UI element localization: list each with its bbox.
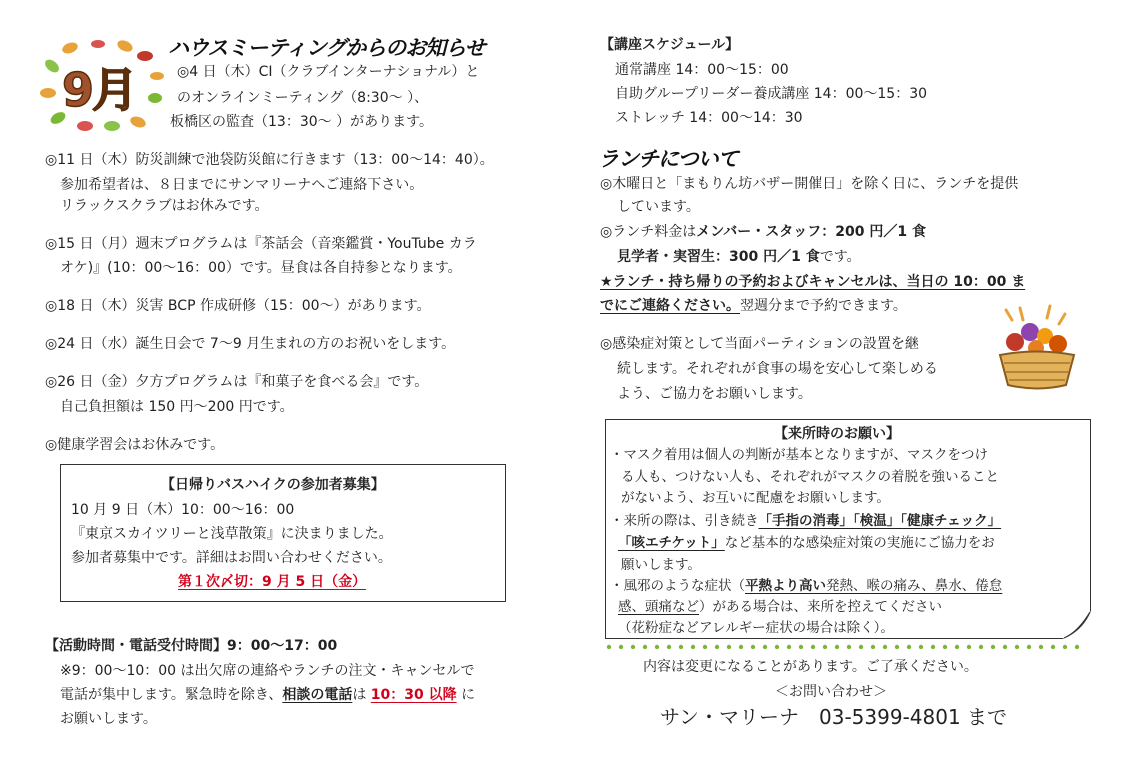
visit-symptom-line-3: （花粉症などアレルギー症状の場合は除く）。 xyxy=(618,620,894,636)
notice-26-line-1: ◎26 日（金）夕方プログラムは『和菓子を食べる会』です。 xyxy=(45,374,429,390)
page-curl-icon xyxy=(1062,610,1092,640)
visit-mask-line-1: ・マスク着用は個人の判断が基本となりますが、マスクをつけ xyxy=(610,447,988,463)
notice-26-line-2: 自己負担額は 150 円〜200 円です。 xyxy=(60,399,294,415)
lunch-partition-line-2: 続します。それぞれが食事の場を安心して楽しめる xyxy=(617,361,938,377)
hours-heading: 【活動時間・電話受付時間】9：00〜17：00 xyxy=(45,638,338,654)
lunch-p1-line-1: ◎木曜日と「まもりん坊バザー開催日」を除く日に、ランチを提供 xyxy=(600,176,1019,192)
visit-symptom-line-2: 感、頭痛など）がある場合は、来所を控えてください xyxy=(618,599,942,615)
notice-18: ◎18 日（木）災害 BCP 作成研修（15：00〜）があります。 xyxy=(45,298,431,314)
intro-line-2: のオンラインミーティング（8:30〜 ）、 xyxy=(177,90,429,106)
footer-note: 内容は変更になることがあります。ご了承ください。 xyxy=(643,659,978,675)
lunch-reservation-line-2: でにご連絡ください。翌週分まで予約できます。 xyxy=(600,298,907,314)
intro-line-1: ◎4 日（木）CI（クラブインターナショナル）と xyxy=(177,64,480,80)
visit-request-box xyxy=(605,419,1091,639)
lunch-p1-line-2: しています。 xyxy=(617,199,700,215)
footer-contact: サン・マリーナ 03-5399-4801 まで xyxy=(660,705,1008,729)
visit-hygiene-line-3: 願いします。 xyxy=(621,557,701,573)
notice-24: ◎24 日（水）誕生日会で 7〜9 月生まれの方のお祝いをします。 xyxy=(45,336,456,352)
visit-request-heading: 【来所時のお願い】 xyxy=(774,426,900,442)
house-meeting-title: ハウスミーティングからのお知らせ xyxy=(168,36,485,60)
lunch-title: ランチについて xyxy=(598,147,738,171)
month-badge xyxy=(40,38,165,133)
bus-hike-box xyxy=(60,464,506,602)
lunch-partition-line-3: よう、ご協力をお願いします。 xyxy=(617,386,812,402)
visit-mask-line-3: がないよう、お互いに配慮をお願いします。 xyxy=(621,490,890,506)
schedule-row-3: ストレッチ 14：00〜14：30 xyxy=(615,110,803,126)
lunch-partition-line-1: ◎感染症対策として当面パーティションの設置を継 xyxy=(600,336,919,352)
bus-hike-date: 10 月 9 日（木）10：00〜16：00 xyxy=(71,502,295,518)
notice-11-line-1: ◎11 日（木）防災訓練で池袋防災館に行きます（13：00〜14：40）。 xyxy=(45,152,494,168)
dotted-divider xyxy=(605,643,1085,651)
notice-11-line-3: リラックスクラブはお休みです。 xyxy=(60,198,269,214)
schedule-row-1: 通常講座 14：00〜15：00 xyxy=(615,62,789,78)
hours-line-3: お願いします。 xyxy=(60,711,157,727)
bus-hike-destination: 『東京スカイツリーと浅草散策』に決まりました。 xyxy=(71,526,393,542)
lunch-price-line-1: ◎ランチ料金はメンバー・スタッフ：200 円／1 食 xyxy=(600,224,926,240)
bus-hike-recruiting: 参加者募集中です。詳細はお問い合わせください。 xyxy=(71,550,392,566)
notice-health: ◎健康学習会はお休みです。 xyxy=(45,437,225,453)
lunch-reservation-line-1: ★ランチ・持ち帰りの予約およびキャンセルは、当日の 10：00 ま xyxy=(600,274,1026,290)
notice-15-line-2: オケ)』(10：00〜16：00）です。昼食は各自持参となります。 xyxy=(60,260,462,276)
hours-line-2: 電話が集中します。緊急時を除き、相談の電話は 10：30 以降 に xyxy=(60,687,476,703)
visit-hygiene-line-1: ・来所の際は、引き続き「手指の消毒」「検温」「健康チェック」 xyxy=(610,513,1002,529)
footer-contact-label: ＜お問い合わせ＞ xyxy=(775,684,887,700)
month-label: 9月 xyxy=(62,63,137,117)
lunch-price-line-2: 見学者・実習生：300 円／1 食です。 xyxy=(617,249,861,265)
visit-hygiene-line-2: 「咳エチケット」など基本的な感染症対策の実施にご協力をお xyxy=(618,535,995,551)
visit-mask-line-2: る人も、つけない人も、それぞれがマスクの着脱を強いること xyxy=(621,469,999,485)
visit-symptom-line-1: ・風邪のような症状（平熱より高い発熱、喉の痛み、鼻水、倦怠 xyxy=(610,578,1003,594)
hours-line-1: ※9：00〜10：00 は出欠席の連絡やランチの注文・キャンセルで xyxy=(60,663,475,679)
schedule-heading: 【講座スケジュール】 xyxy=(600,37,740,53)
bus-hike-heading: 【日帰りバスハイクの参加者募集】 xyxy=(161,477,385,493)
fruit-basket-icon xyxy=(990,300,1085,395)
notice-15-line-1: ◎15 日（月）週末プログラムは『茶話会（音楽鑑賞・YouTube カラ xyxy=(45,236,477,252)
bus-hike-deadline: 第１次〆切：9 月 5 日（金） xyxy=(178,574,367,590)
intro-line-3: 板橋区の監査（13：30〜 ）があります。 xyxy=(170,114,433,130)
schedule-row-2: 自助グループリーダー養成講座 14：00〜15：30 xyxy=(615,86,928,102)
notice-11-line-2: 参加希望者は、８日までにサンマリーナへご連絡下さい。 xyxy=(60,177,424,193)
